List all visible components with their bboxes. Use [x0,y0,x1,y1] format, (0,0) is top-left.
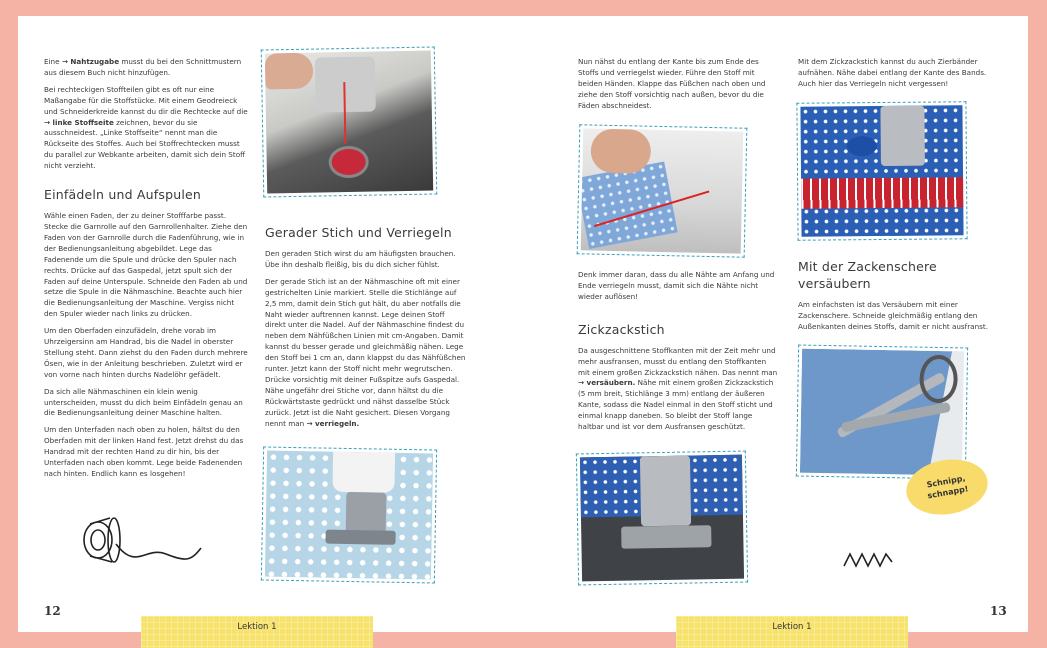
paragraph: Da sich alle Nähmaschinen ein klein wenig unterscheiden, musst du dich beim Einfädeln genau an die Bedienungsanleitung deiner Maschine halten. [44,386,243,418]
paragraph: Da ausgeschnittene Stoffkanten mit der Zeit mehr und mehr ausfransen, musst du entlang den Stoffkanten mit einem großen Zickzackstich nähen. Das nennt man → versäubern. Nähe mit einem großen Zickzackstich (5 mm breit, Stichlänge 3 mm) entlang der äußeren Kante, sodass die Nadel einmal in den Stoff sticht und einmal knapp daneben. So bleibt der Stoff lange haltbar und ist vor dem Ausfransen geschützt. [578,345,778,432]
section-heading-einfaedeln: Einfädeln und Aufspulen [44,187,202,203]
zigzag-stitch-photo [576,451,748,586]
ribbon-stitch-photo [796,101,967,240]
speech-bubble: Schnipp, schnapp! [902,453,992,520]
footer-lesson-tab-right: Lektion 1 [676,616,908,648]
reminder-paragraph: Denk immer daran, dass du alle Nähte am Anfang und Ende verriegeln musst, damit sich die Nähte nicht wieder auflösen! [578,270,775,301]
right-column-1b [578,270,778,439]
section-heading-zickzack: Zickzackstich [578,321,665,337]
page-number-right: 13 [990,604,1007,618]
intro-paragraph-1: Eine → Nahtzugabe musst du bei den Schnittmustern aus diesem Buch nicht hinzufügen. [44,57,242,77]
page-number-left: 12 [44,604,61,618]
right-column-2b [798,254,998,339]
right-column-2 [798,57,990,96]
section-heading-zackenschere: Mit der Zackenschere versäubern [798,259,937,291]
paragraph: Um den Oberfaden einzufädeln, drehe vorab im Uhrzeigersinn am Handrad, bis die Nadel in oberster Stellung steht. Dann ziehst du den Faden durch mehrere Ösen, wie in der Anleitung beschrieben. Zuletzt wird er von vorne nach hinten durchs Nadelöhr gefädelt. [44,326,248,379]
paragraph: Um den Unterfaden nach oben zu holen, hältst du den Oberfaden mit der linken Hand fest. Jetzt drehst du das Handrad mit der rechten Hand zu dir hin, bis der Unterfaden nach oben kommt. Lege beide Fadenenden nach hinten. Endlich kann es losgehen! [44,425,244,478]
paragraph: Nun nähst du entlang der Kante bis zum Ende des Stoffs und verriegelst wieder. Führe den Stoff mit beiden Händen. Klappe das Füßchen nach oben und ziehe den Stoff vorsichtig nach außen, bevor du die Fäden abschneidest. [578,57,766,110]
section-heading-gerader-stich: Gerader Stich und Verriegeln [265,225,452,240]
pinking-shears-photo [796,345,968,480]
paragraph: Den geraden Stich wirst du am häufigsten brauchen. Übe ihn deshalb fleißig, bis du dich sicher fühlst. [265,249,456,269]
left-column-1 [44,57,249,486]
sewing-machine-photo [261,46,438,197]
paragraph: Mit dem Zickzackstich kannst du auch Zierbänder aufnähen. Nähe dabei entlang der Kante des Bands. Auch hier das Verriegeln nicht vergessen! [798,57,987,88]
paragraph: Wähle einen Faden, der zu deiner Stofffarbe passt. Stecke die Garnrolle auf den Garnrollenhalter. Ziehe den Faden von der Garnrolle durch die Fadenführung, wie in der Bedienungsanleitung abgebildet. Lege das Fadenende um die Spule und drücke den Spuler nach rechts. Drücke auf das Gaspedal, jetzt spult sich der Faden auf deine Unterspule. Schneide den Faden ab und setze die Spule in die Nähmaschine. Beachte auch hier die Bedienungsanleitung der Maschine. Vergiss nicht den Spuler wieder nach links zu drücken. [44,211,248,319]
cutting-thread-photo [577,124,748,257]
presser-foot-photo [261,446,437,583]
paragraph: Am einfachsten ist das Versäubern mit einer Zackenschere. Schneide gleichmäßig entlang den Außenkanten deines Stoffs, damit er nicht ausfranst. [798,300,988,331]
intro-paragraph-2: Bei rechteckigen Stoffteilen gibt es oft nur eine Maßangabe für die Stoffstücke. Mit einem Geodreieck und Schneiderkreide kannst du dir die Rechtecke auf die → linke Stoffseite zeichnen, bevor du sie ausschneidest. „Linke Stoffseite“ nennt man die Rückseite des Stoffes. Auch bei Stoffrechtecken musst du parallel zur Webkante arbeiten, damit sich dein Stoff nicht verzieht. [44,84,248,171]
left-column-2 [265,210,467,436]
right-column-1 [578,57,778,118]
thread-spool-doodle [76,516,206,578]
paragraph: Der gerade Stich ist an der Nähmaschine oft mit einer gestrichelten Linie markiert. Stelle die Stichlänge auf 2,5 mm, damit dein Stich gut hält, du aber notfalls die Naht wieder auftrennen kannst. Lege deinen Stoff direkt unter die Nadel. Auf der Nähmaschine findest du neben dem Nähfüßchen Linien mit cm-Angaben. Damit kannst du besser gerade und gleichmäßig nähen. Lege den Stoff bei 1 cm an, dann klappst du das Nähfüßchen runter. Jetzt kann der Stoff nicht mehr wegrutschen. Drücke vorsichtig mit deiner Fußspitze aufs Gaspedal. Nähe ungefähr drei Stiche vor, dann hältst du die Rückwärtstaste gedrückt und nähst dasselbe Stück zurück. Jetzt ist die Naht gesichert. Diesen Vorgang nennt man → verriegeln. [265,276,466,428]
zigzag-doodle [842,548,896,570]
footer-lesson-tab-left: Lektion 1 [141,616,373,648]
